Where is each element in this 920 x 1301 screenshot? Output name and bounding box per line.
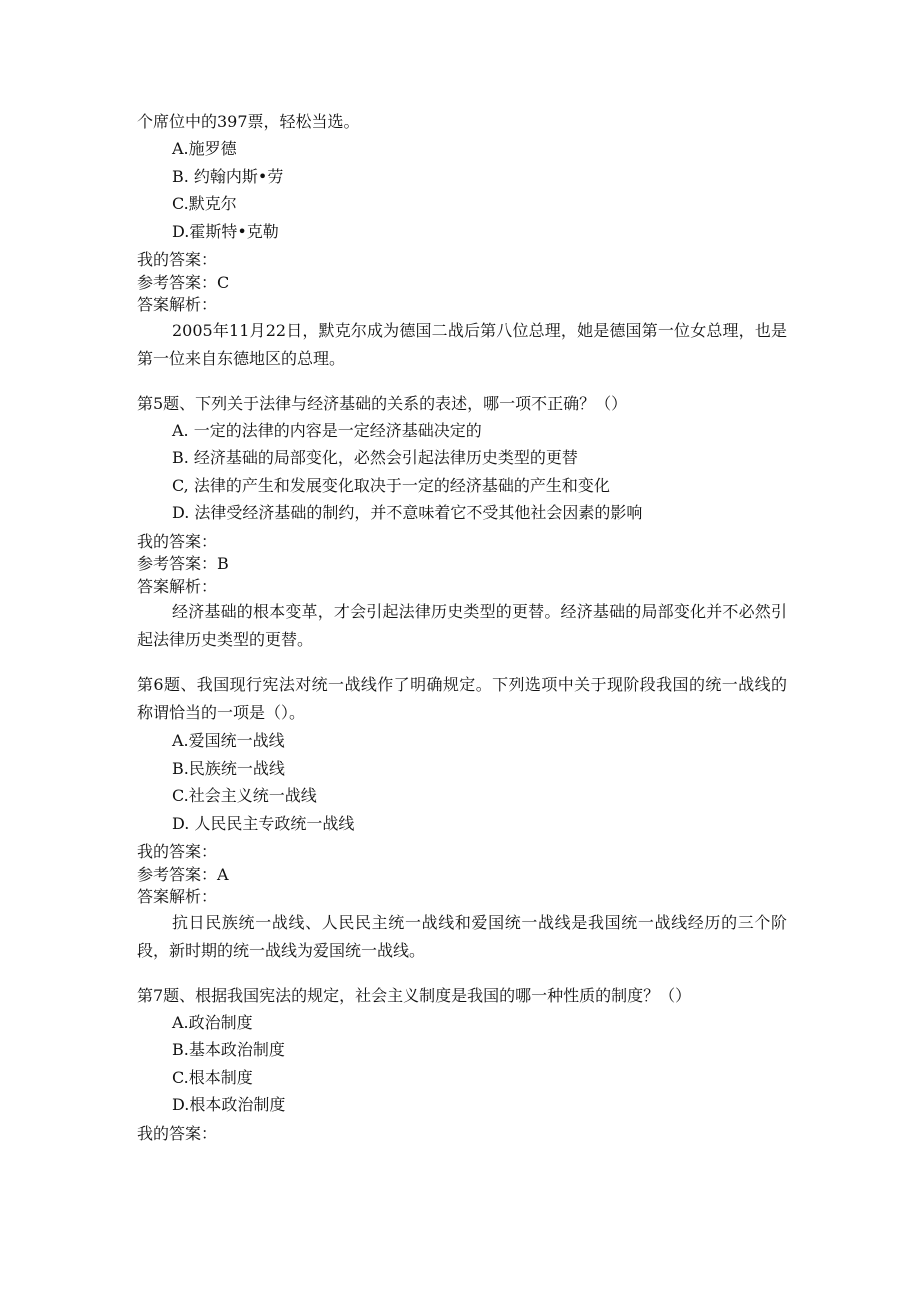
- reference-answer: 参考答案：B: [137, 554, 229, 573]
- question-6: [137, 671, 787, 965]
- analysis-text: 经济基础的根本变革，才会引起法律历史类型的更替。经济基础的局部变化并不必然引起法律历史类型的更替。: [137, 602, 787, 649]
- option-b: B. 约翰内斯•劳: [172, 166, 284, 186]
- option-d: D.霍斯特•克勒: [172, 221, 279, 241]
- analysis-label: 答案解析：: [137, 576, 218, 596]
- question-stem: 第7题、根据我国宪法的规定，社会主义制度是我国的哪一种性质的制度？（）: [137, 985, 692, 1005]
- option-b: B.基本政治制度: [172, 1040, 285, 1059]
- reference-answer: 参考答案：C: [137, 272, 230, 292]
- question-7: [137, 982, 787, 1146]
- my-answer-label: 我的答案：: [137, 842, 218, 861]
- option-c: C.默克尔: [172, 194, 237, 213]
- option-a: A. 一定的法律的内容是一定经济基础决定的: [172, 420, 482, 440]
- question-5: [137, 390, 787, 655]
- option-c: C, 法律的产生和发展变化取决于一定的经济基础的产生和变化: [172, 475, 610, 495]
- analysis-text: 抗日民族统一战线、人民民主统一战线和爱国统一战线是我国统一战线经历的三个阶段，新时期的统一战线为爱国统一战线。: [137, 912, 787, 960]
- option-c: C.社会主义统一战线: [172, 786, 317, 805]
- question-stem: 第5题、下列关于法律与经济基础的关系的表述，哪一项不正确？（）: [137, 393, 628, 413]
- my-answer-label: 我的答案：: [137, 1123, 218, 1143]
- my-answer-label: 我的答案：: [137, 250, 218, 269]
- analysis-label: 答案解析：: [137, 295, 218, 314]
- option-a: A.施罗德: [172, 139, 237, 158]
- analysis-label: 答案解析：: [137, 887, 218, 906]
- question-4: [137, 108, 787, 373]
- my-answer-label: 我的答案：: [137, 531, 218, 551]
- question-stem: 第6题、我国现行宪法对统一战线作了明确规定。下列选项中关于现阶段我国的统一战线的称谓恰当的一项是（）。: [137, 675, 787, 722]
- option-a: A.政治制度: [172, 1012, 253, 1032]
- option-d: D.根本政治制度: [172, 1095, 286, 1114]
- analysis-text: 2005年11月22日，默克尔成为德国二战后第八位总理，她是德国第一位女总理，也是第一位来自东德地区的总理。: [137, 320, 787, 368]
- question-stem-tail: 个席位中的397票，轻松当选。: [137, 112, 360, 131]
- option-b: B. 经济基础的局部变化，必然会引起法律历史类型的更替: [172, 448, 578, 467]
- document-page: [137, 108, 787, 1145]
- option-d: D. 法律受经济基础的制约，并不意味着它不受其他社会因素的影响: [172, 503, 643, 522]
- reference-answer: 参考答案：A: [137, 864, 229, 884]
- option-b: B.民族统一战线: [172, 758, 285, 778]
- option-a: A.爱国统一战线: [172, 731, 285, 750]
- option-c: C.根本制度: [172, 1067, 253, 1087]
- option-d: D. 人民民主专政统一战线: [172, 813, 355, 833]
